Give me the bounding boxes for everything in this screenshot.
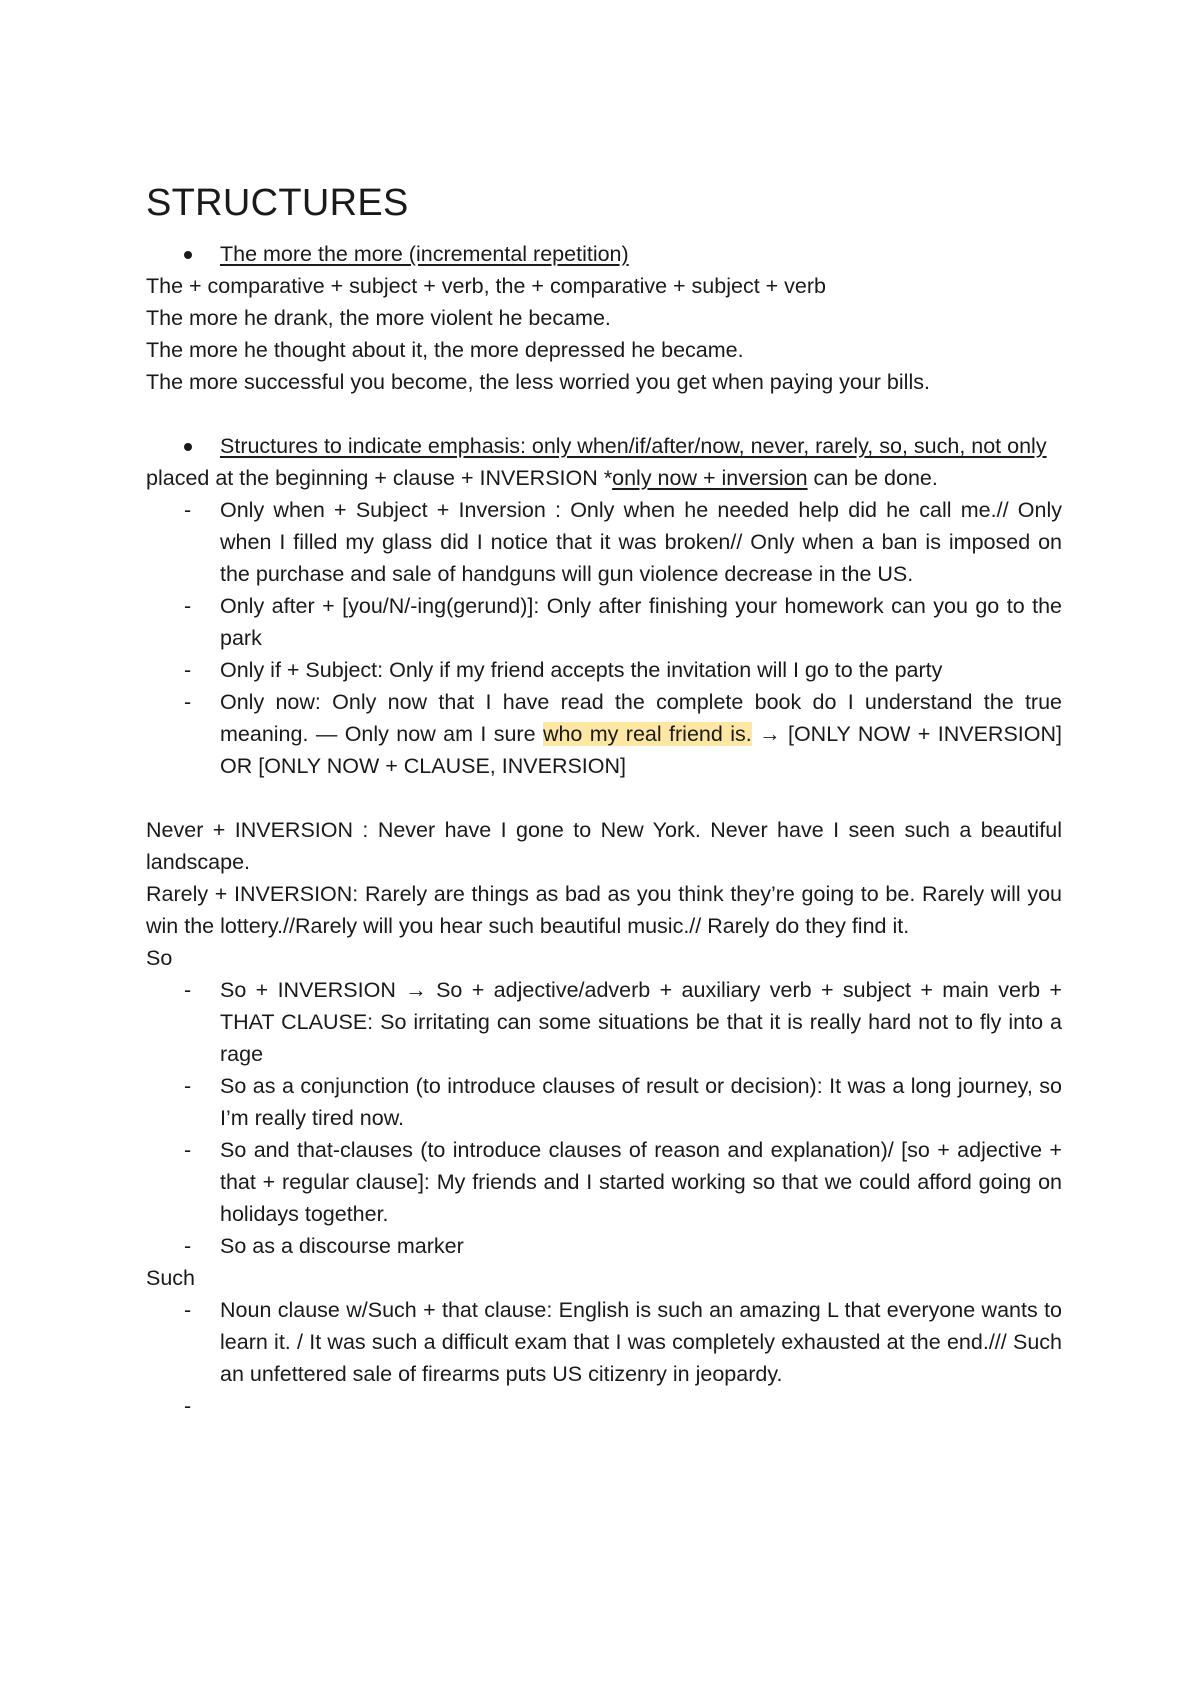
list-item-text-end: → [ONLY NOW + INVERSION] OR [ONLY NOW + CLAUSE, INVERSION] (220, 722, 1062, 778)
list-item-text: Only when + Subject + Inversion : Only when he needed help did he call me.// Only when I filled my glass did I notice that it was broken// Only when a ban is imposed on the purchase and sale of handguns will gun violence decrease in the US. (220, 498, 1062, 586)
list-item-text: So + INVERSION → So + adjective/adverb + auxiliary verb + subject + main verb + THAT CLAUSE: So irritating can some situations be that it is really hard not to fly into a rage (220, 978, 1062, 1066)
list-item (146, 654, 1062, 686)
intro-text: placed at the beginning + clause + INVERSION * (146, 466, 613, 490)
text-line: The more successful you become, the less worried you get when paying your bills. (146, 370, 930, 394)
dash-marker: - (184, 978, 192, 1002)
highlighted-text: who my real friend is. (542, 722, 752, 746)
list-item (146, 1134, 1062, 1230)
text-line: The + comparative + subject + verb, the + comparative + subject + verb (146, 274, 827, 298)
list-item-text: Only after + [you/N/-ing(gerund)]: Only after finishing your homework can you go to the park (220, 594, 1062, 650)
list-item (146, 1294, 1062, 1390)
list-item-text: Only if + Subject: Only if my friend accepts the invitation will I go to the party (220, 658, 943, 682)
bullet-dot-icon (184, 251, 192, 259)
list-item (146, 494, 1062, 590)
dash-marker: - (184, 594, 192, 618)
intro-underlined: only now + inversion (612, 466, 808, 490)
so-label: So (146, 946, 173, 970)
dash-marker: - (184, 658, 192, 682)
list-item (146, 1070, 1062, 1134)
list-item (146, 1230, 1062, 1262)
list-item-text: Noun clause w/Such + that clause: English is such an amazing L that everyone wants to learn it. / It was such a difficult exam that I was completely exhausted at the end./// Such an unfettered sale of firearms puts US citizenry in jeopardy. (220, 1298, 1062, 1386)
section-heading: The more the more (incremental repetition) (220, 242, 629, 266)
list-item-text: So as a conjunction (to introduce clauses of result or decision): It was a long journey, so I’m really tired now. (220, 1074, 1062, 1130)
such-label: Such (146, 1266, 196, 1290)
bullet-emphasis-structures (146, 430, 1062, 462)
list-item-empty (146, 1390, 1062, 1422)
list-item (146, 590, 1062, 654)
bullet-dot-icon (184, 443, 192, 451)
list-item-text: So as a discourse marker (220, 1234, 464, 1258)
list-item-text: Only now: Only now that I have read the complete book do I understand the true meaning. — Only now am I sure (220, 690, 1062, 746)
intro-text-end: can be done. (807, 466, 938, 490)
dash-marker: - (184, 1298, 192, 1322)
dash-marker: - (184, 498, 192, 522)
section-heading: Structures to indicate emphasis: only when/if/after/now, never, rarely, so, such, not only (220, 434, 1047, 458)
document-page (146, 180, 1062, 1422)
bullet-incremental-repetition (146, 238, 1062, 270)
dash-marker: - (184, 1074, 192, 1098)
text-line: The more he thought about it, the more depressed he became. (146, 338, 744, 362)
rarely-paragraph: Rarely + INVERSION: Rarely are things as bad as you think they’re going to be. Rarely will you win the lottery.//Rarely will you hear such beautiful music.// Rarely do they find it. (146, 882, 1062, 938)
page-title: STRUCTURES (146, 182, 409, 224)
dash-marker: - (184, 1138, 192, 1162)
list-item (146, 974, 1062, 1070)
dash-marker: - (184, 1394, 192, 1418)
list-item (146, 686, 1062, 782)
dash-marker: - (184, 1234, 192, 1258)
dash-marker: - (184, 690, 192, 714)
text-line (146, 462, 1062, 494)
list-item-text: So and that-clauses (to introduce clauses of reason and explanation)/ [so + adjective + that + regular clause]: My friends and I started working so that we could afford going on holidays together. (220, 1138, 1062, 1226)
never-paragraph: Never + INVERSION : Never have I gone to New York. Never have I seen such a beautiful landscape. (146, 818, 1062, 874)
text-line: The more he drank, the more violent he became. (146, 306, 611, 330)
